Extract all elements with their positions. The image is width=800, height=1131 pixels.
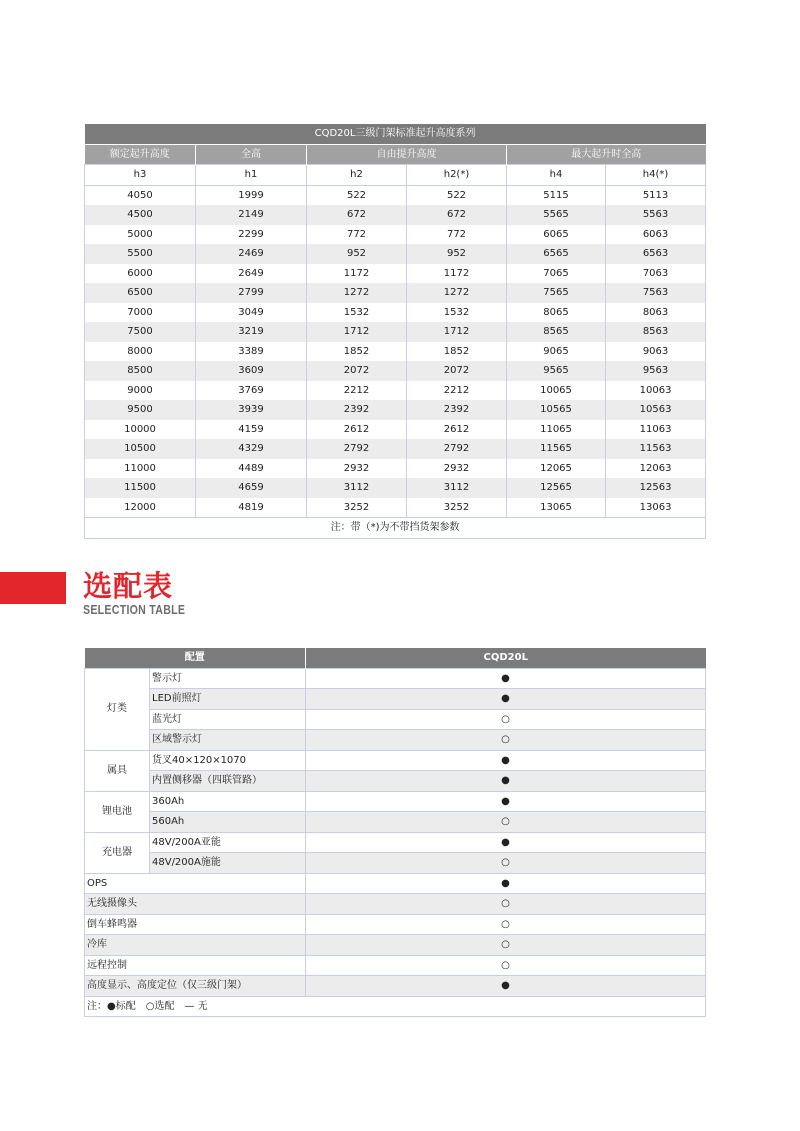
table-cell: 2792 — [407, 439, 507, 459]
option-row — [85, 771, 706, 792]
table-cell: 2072 — [407, 361, 507, 381]
option-name: 560Ah — [150, 812, 306, 833]
table-cell: 11000 — [85, 459, 196, 479]
table-cell: 4489 — [196, 459, 307, 479]
option-value: ● — [306, 832, 706, 853]
table-cell: 6000 — [85, 264, 196, 284]
table-cell: 9500 — [85, 400, 196, 420]
table-cell: 5000 — [85, 225, 196, 245]
table-cell: 11563 — [606, 439, 706, 459]
table-row — [85, 283, 706, 303]
table-cell: 8000 — [85, 342, 196, 362]
option-name: 48V/200A亚能 — [150, 832, 306, 853]
table-cell: 1532 — [407, 303, 507, 323]
table-cell: 8563 — [606, 322, 706, 342]
table-cell: 1272 — [307, 283, 407, 303]
table-cell: 11063 — [606, 420, 706, 440]
option-name: 警示灯 — [150, 668, 306, 689]
table-cell: 10063 — [606, 381, 706, 401]
table-cell: 3769 — [196, 381, 307, 401]
table-cell: 12000 — [85, 498, 196, 518]
option-row — [85, 914, 706, 935]
table-cell: 8063 — [606, 303, 706, 323]
option-value: ○ — [306, 955, 706, 976]
table-cell: 2072 — [307, 361, 407, 381]
table-cell: 3939 — [196, 400, 307, 420]
option-row — [85, 955, 706, 976]
table-cell: 10500 — [85, 439, 196, 459]
table-row — [85, 244, 706, 264]
option-row — [85, 668, 706, 689]
column-subheader: h4(*) — [606, 165, 706, 186]
option-value: ○ — [306, 853, 706, 874]
option-row — [85, 689, 706, 710]
table-cell: 12065 — [507, 459, 606, 479]
table-cell: 1172 — [307, 264, 407, 284]
table-cell: 8500 — [85, 361, 196, 381]
option-value: ○ — [306, 894, 706, 915]
option-row — [85, 812, 706, 833]
table-cell: 2469 — [196, 244, 307, 264]
table-cell: 2392 — [407, 400, 507, 420]
table-cell: 5113 — [606, 185, 706, 205]
option-name: 蓝光灯 — [150, 709, 306, 730]
table-cell: 2612 — [307, 420, 407, 440]
option-category: 充电器 — [85, 832, 150, 873]
option-value: ● — [306, 750, 706, 771]
table-cell: 3112 — [407, 478, 507, 498]
table-cell: 12563 — [606, 478, 706, 498]
option-row — [85, 791, 706, 812]
table-cell: 7063 — [606, 264, 706, 284]
option-name: 远程控制 — [85, 955, 306, 976]
table-cell: 5563 — [606, 205, 706, 225]
option-name: 高度显示、高度定位（仅三级门架） — [85, 976, 306, 997]
table-cell: 6065 — [507, 225, 606, 245]
table-cell: 3389 — [196, 342, 307, 362]
column-subheader: h2(*) — [407, 165, 507, 186]
table-title: CQD20L三级门架标准起升高度系列 — [85, 124, 706, 144]
table-cell: 5565 — [507, 205, 606, 225]
option-value: ● — [306, 689, 706, 710]
option-row — [85, 750, 706, 771]
option-row — [85, 709, 706, 730]
table-cell: 2212 — [307, 381, 407, 401]
table-cell: 4329 — [196, 439, 307, 459]
option-row — [85, 873, 706, 894]
table-cell: 9065 — [507, 342, 606, 362]
table-cell: 4819 — [196, 498, 307, 518]
option-name: 倒车蜂鸣器 — [85, 914, 306, 935]
option-value: ○ — [306, 935, 706, 956]
table-cell: 2799 — [196, 283, 307, 303]
table-cell: 2792 — [307, 439, 407, 459]
table-cell: 1712 — [307, 322, 407, 342]
section-title: 选配表 — [83, 569, 174, 603]
table-cell: 11500 — [85, 478, 196, 498]
table-cell: 2649 — [196, 264, 307, 284]
table-cell: 2149 — [196, 205, 307, 225]
option-category: 属具 — [85, 750, 150, 791]
option-value: ● — [306, 771, 706, 792]
table-cell: 10565 — [507, 400, 606, 420]
option-row — [85, 894, 706, 915]
table-cell: 10065 — [507, 381, 606, 401]
option-value: ○ — [306, 914, 706, 935]
table-cell: 1272 — [407, 283, 507, 303]
table-cell: 7065 — [507, 264, 606, 284]
table-cell: 8565 — [507, 322, 606, 342]
table-cell: 5500 — [85, 244, 196, 264]
option-value: ○ — [306, 812, 706, 833]
table-row — [85, 225, 706, 245]
column-subheader: h1 — [196, 165, 307, 186]
table-cell: 522 — [407, 185, 507, 205]
option-name: LED前照灯 — [150, 689, 306, 710]
table-cell: 9565 — [507, 361, 606, 381]
table-cell: 10563 — [606, 400, 706, 420]
table-cell: 12063 — [606, 459, 706, 479]
table-row — [85, 439, 706, 459]
table-cell: 2612 — [407, 420, 507, 440]
table-row — [85, 342, 706, 362]
table-cell: 1172 — [407, 264, 507, 284]
accent-bar — [0, 572, 66, 604]
option-value: ○ — [306, 709, 706, 730]
table-cell: 4050 — [85, 185, 196, 205]
group-header-rated-lift: 额定起升高度 — [85, 144, 196, 165]
header-model: CQD20L — [306, 648, 706, 668]
table-row — [85, 185, 706, 205]
table-cell: 2932 — [307, 459, 407, 479]
table-cell: 4500 — [85, 205, 196, 225]
table-row — [85, 205, 706, 225]
table-cell: 952 — [307, 244, 407, 264]
option-name: 区域警示灯 — [150, 730, 306, 751]
option-name: 货叉40×120×1070 — [150, 750, 306, 771]
table-cell: 12565 — [507, 478, 606, 498]
table-note: 注：带（*)为不带挡货架参数 — [85, 518, 706, 539]
table-cell: 2932 — [407, 459, 507, 479]
option-category: 锂电池 — [85, 791, 150, 832]
table-cell: 9000 — [85, 381, 196, 401]
table-cell: 7000 — [85, 303, 196, 323]
option-row — [85, 832, 706, 853]
table-cell: 3252 — [307, 498, 407, 518]
table-cell: 2212 — [407, 381, 507, 401]
table-cell: 3219 — [196, 322, 307, 342]
table-cell: 772 — [307, 225, 407, 245]
table-row — [85, 303, 706, 323]
table-cell: 13065 — [507, 498, 606, 518]
table-cell: 3252 — [407, 498, 507, 518]
option-name: 48V/200A施能 — [150, 853, 306, 874]
option-value: ○ — [306, 730, 706, 751]
table-cell: 772 — [407, 225, 507, 245]
table-cell: 522 — [307, 185, 407, 205]
table-cell: 9063 — [606, 342, 706, 362]
table-row — [85, 322, 706, 342]
option-name: 冷库 — [85, 935, 306, 956]
column-subheader: h2 — [307, 165, 407, 186]
table-cell: 11565 — [507, 439, 606, 459]
group-header-free-lift: 自由提升高度 — [307, 144, 507, 165]
option-name: 无线摄像头 — [85, 894, 306, 915]
table-row — [85, 381, 706, 401]
section-subtitle: SELECTION TABLE — [83, 603, 186, 617]
table-row — [85, 361, 706, 381]
table-row — [85, 400, 706, 420]
table-cell: 1712 — [407, 322, 507, 342]
column-subheader: h3 — [85, 165, 196, 186]
table-cell: 3609 — [196, 361, 307, 381]
option-category: 灯类 — [85, 668, 150, 750]
table-cell: 13063 — [606, 498, 706, 518]
table-cell: 672 — [307, 205, 407, 225]
table-row — [85, 498, 706, 518]
table-cell: 1999 — [196, 185, 307, 205]
option-value: ● — [306, 976, 706, 997]
option-value: ● — [306, 791, 706, 812]
option-row — [85, 730, 706, 751]
option-row — [85, 853, 706, 874]
table-cell: 6063 — [606, 225, 706, 245]
table-cell: 2392 — [307, 400, 407, 420]
option-row — [85, 976, 706, 997]
table-cell: 9563 — [606, 361, 706, 381]
option-value: ● — [306, 873, 706, 894]
table-cell: 8065 — [507, 303, 606, 323]
table-row — [85, 459, 706, 479]
table-cell: 952 — [407, 244, 507, 264]
legend-note: 注：●标配 ○选配 — 无 — [85, 996, 706, 1017]
table-cell: 10000 — [85, 420, 196, 440]
table-row — [85, 264, 706, 284]
table-cell: 7563 — [606, 283, 706, 303]
table-cell: 7500 — [85, 322, 196, 342]
table-cell: 1852 — [407, 342, 507, 362]
table-cell: 6500 — [85, 283, 196, 303]
table-cell: 7565 — [507, 283, 606, 303]
option-row — [85, 935, 706, 956]
column-subheader: h4 — [507, 165, 606, 186]
selection-table — [84, 648, 706, 1017]
option-name: 内置侧移器（四联管路） — [150, 771, 306, 792]
group-header-max-height: 最大起升时全高 — [507, 144, 706, 165]
group-header-overall-height: 全高 — [196, 144, 307, 165]
table-cell: 4659 — [196, 478, 307, 498]
table-cell: 4159 — [196, 420, 307, 440]
table-cell: 3049 — [196, 303, 307, 323]
option-name: 360Ah — [150, 791, 306, 812]
table-cell: 2299 — [196, 225, 307, 245]
table-cell: 672 — [407, 205, 507, 225]
table-cell: 1852 — [307, 342, 407, 362]
table-cell: 5115 — [507, 185, 606, 205]
lift-height-table — [84, 124, 706, 539]
table-cell: 6565 — [507, 244, 606, 264]
option-value: ● — [306, 668, 706, 689]
option-name: OPS — [85, 873, 306, 894]
table-cell: 1532 — [307, 303, 407, 323]
table-row — [85, 420, 706, 440]
table-cell: 11065 — [507, 420, 606, 440]
table-cell: 3112 — [307, 478, 407, 498]
table-cell: 6563 — [606, 244, 706, 264]
table-row — [85, 478, 706, 498]
header-config: 配置 — [85, 648, 306, 668]
